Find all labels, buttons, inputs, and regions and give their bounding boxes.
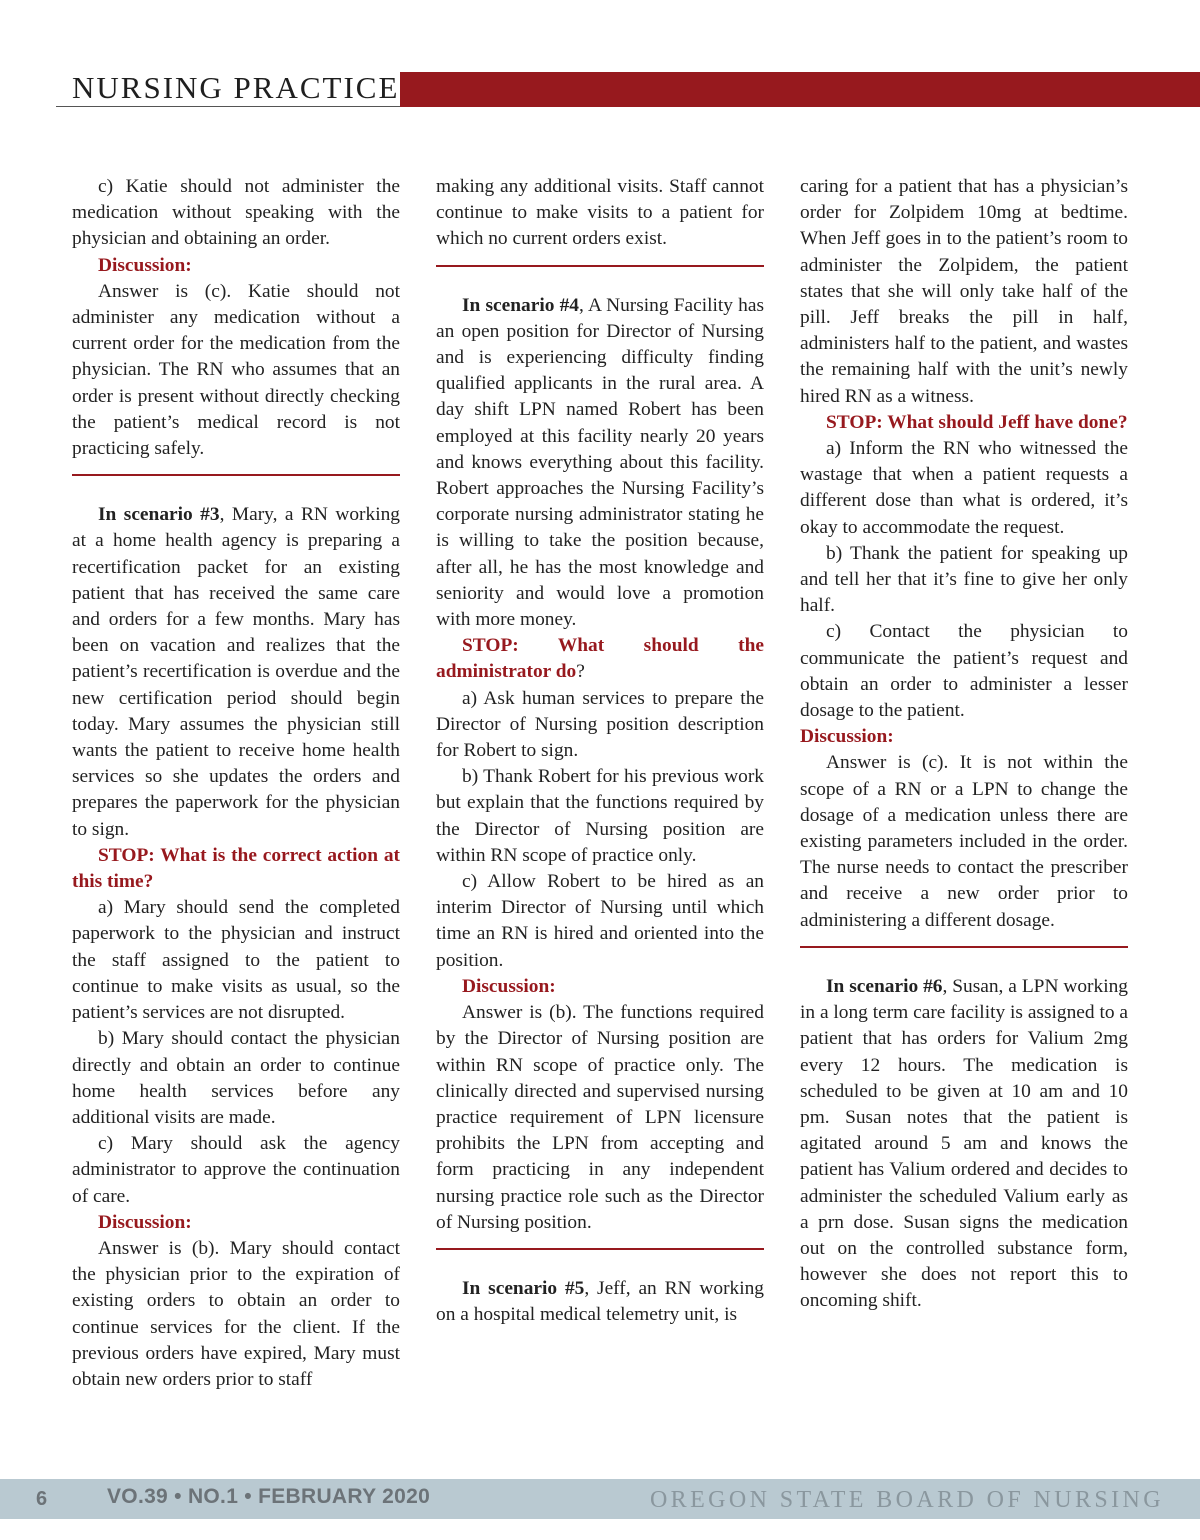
column-2 xyxy=(436,174,764,1328)
scenario-4-lead: In scenario #4 xyxy=(462,294,580,316)
header-accent-bar xyxy=(400,72,1200,107)
scenario-4-text xyxy=(436,293,764,634)
stop-question-text: STOP: What should the administrator do xyxy=(436,635,764,683)
option-a-text: a) Inform the RN who witnessed the wastage that when a patient requests a different dose than what is ordered, it’s okay to accommodate the request. xyxy=(800,438,1128,538)
header-underline xyxy=(56,106,400,107)
scenario-3-body: , Mary, a RN working at a home health agency is preparing a recertification packet for an existing patient that has received the same care and orders for a few months. Mary has been on vacation and realizes that the patient’s recertification is overdue and the new certification period should begin today. Mary assumes the physician still wants the patient to receive home health services so she updates the orders and prepares the paperwork for the physician to sign. xyxy=(72,504,400,840)
discussion-heading: Discussion: xyxy=(98,254,192,276)
discussion-text: Answer is (b). Mary should contact the physician prior to the expiration of existing orders to obtain an order to continue services for the client. If the previous orders have expired, Mary must obtain new orders prior to staff xyxy=(72,1237,400,1390)
scenario-5-body: , Jeff, an RN working on a hospital medical telemetry unit, is xyxy=(436,1277,764,1326)
page-footer xyxy=(0,1479,1200,1519)
section-divider xyxy=(436,265,764,267)
option-c-text: c) Mary should ask the agency administrator to approve the continuation of care. xyxy=(72,1133,400,1207)
scenario-3-text xyxy=(72,502,400,843)
scenario-5-text xyxy=(436,1276,764,1328)
column-3 xyxy=(800,174,1128,1315)
option-b-text: b) Thank Robert for his previous work but explain that the functions required by the Director of Nursing position are within RN scope of practice only. xyxy=(436,766,764,866)
continuation-text: making any additional visits. Staff cannot continue to make visits to a patient for which no current orders exist. xyxy=(436,176,764,250)
option-c-text: c) Contact the physician to communicate the patient’s request and obtain an order to administer a lesser dosage to the patient. xyxy=(800,621,1128,722)
discussion-heading: Discussion: xyxy=(98,1211,192,1233)
discussion-heading: Discussion: xyxy=(800,726,894,748)
stop-question: STOP: What is the correct action at this time? xyxy=(72,844,400,893)
stop-question xyxy=(436,633,764,685)
option-a-text: a) Mary should send the completed paperwork to the physician and instruct the staff assigned to the patient to continue to make visits as usual, so the patient’s services are not disrupted. xyxy=(72,897,400,1024)
section-divider xyxy=(72,474,400,476)
discussion-heading: Discussion: xyxy=(462,975,556,997)
issue-label: VO.39 • NO.1 • FEBRUARY 2020 xyxy=(107,1485,431,1508)
page-number: 6 xyxy=(36,1488,48,1510)
scenario-6-body: , Susan, a LPN working in a long term care facility is assigned to a patient that has orders for Valium 2mg every 12 hours. The medication is scheduled to be given at 10 am and 10 pm. Susan notes that the patient is agitated around 5 am and knows the patient has Valium ordered and decides to administer the scheduled Valium early as a prn dose. Susan signs the medication out on the controlled substance form, however she does not report this to oncoming shift. xyxy=(800,975,1128,1312)
section-title: NURSING PRACTICE xyxy=(72,70,400,105)
stop-question-mark: ? xyxy=(576,661,585,683)
stop-question: STOP: What should Jeff have done? xyxy=(826,411,1128,433)
organization-name: OREGON STATE BOARD OF NURSING xyxy=(649,1487,1164,1513)
discussion-text: Answer is (c). Katie should not administer any medication without a current order for the medication from the physician. The RN who assumes that an order is present without directly checking the patient’s medical record is not practicing safely. xyxy=(72,280,400,460)
column-1 xyxy=(72,174,400,1393)
scenario-6-lead: In scenario #6 xyxy=(826,975,943,997)
option-a-text: a) Ask human services to prepare the Director of Nursing position description for Robert to sign. xyxy=(436,687,764,762)
section-divider xyxy=(436,1248,764,1250)
scenario-6-text xyxy=(800,974,1128,1315)
section-divider xyxy=(800,946,1128,948)
continuation-text: caring for a patient that has a physician’s order for Zolpidem 10mg at bedtime. When Jeff goes in to the patient’s room to administer the Zolpidem, the patient states that she will only take half of the pill. Jeff breaks the pill in half, administers half to the patient, and wastes the remaining half with the unit’s newly hired RN as a witness. xyxy=(800,176,1128,407)
scenario-5-lead: In scenario #5 xyxy=(462,1277,585,1299)
scenario-3-lead: In scenario #3 xyxy=(98,504,220,526)
option-c-text: c) Katie should not administer the medication without speaking with the physician and obtaining an order. xyxy=(72,176,400,250)
option-b-text: b) Thank the patient for speaking up and tell her that it’s fine to give her only half. xyxy=(800,542,1128,617)
option-c-text: c) Allow Robert to be hired as an interim Director of Nursing until which time an RN is hired and oriented into the position. xyxy=(436,871,764,971)
scenario-4-body: , A Nursing Facility has an open position for Director of Nursing and is experiencing difficulty finding qualified applicants in the rural area. A day shift LPN named Robert has been employed at this facility nearly 20 years and knows everything about this facility. Robert approaches the Nursing Facility’s corporate nursing administrator stating he is willing to take the position because, after all, he has the most knowledge and seniority and would love a promotion with more money. xyxy=(436,294,764,631)
discussion-text: Answer is (b). The functions required by the Director of Nursing position are within RN scope of practice only. The clinically directed and supervised nursing practice requirement of LPN licensure prohibits the LPN from accepting and form practicing in any independent nursing practice role such as the Director of Nursing position. xyxy=(436,1002,764,1233)
option-b-text: b) Mary should contact the physician directly and obtain an order to continue home health services before any additional visits are made. xyxy=(72,1028,400,1128)
discussion-text: Answer is (c). It is not within the scope of a RN or a LPN to change the dosage of a medication unless there are existing parameters included in the order. The nurse needs to contact the prescriber and receive a new order prior to administering a different dosage. xyxy=(800,752,1128,931)
